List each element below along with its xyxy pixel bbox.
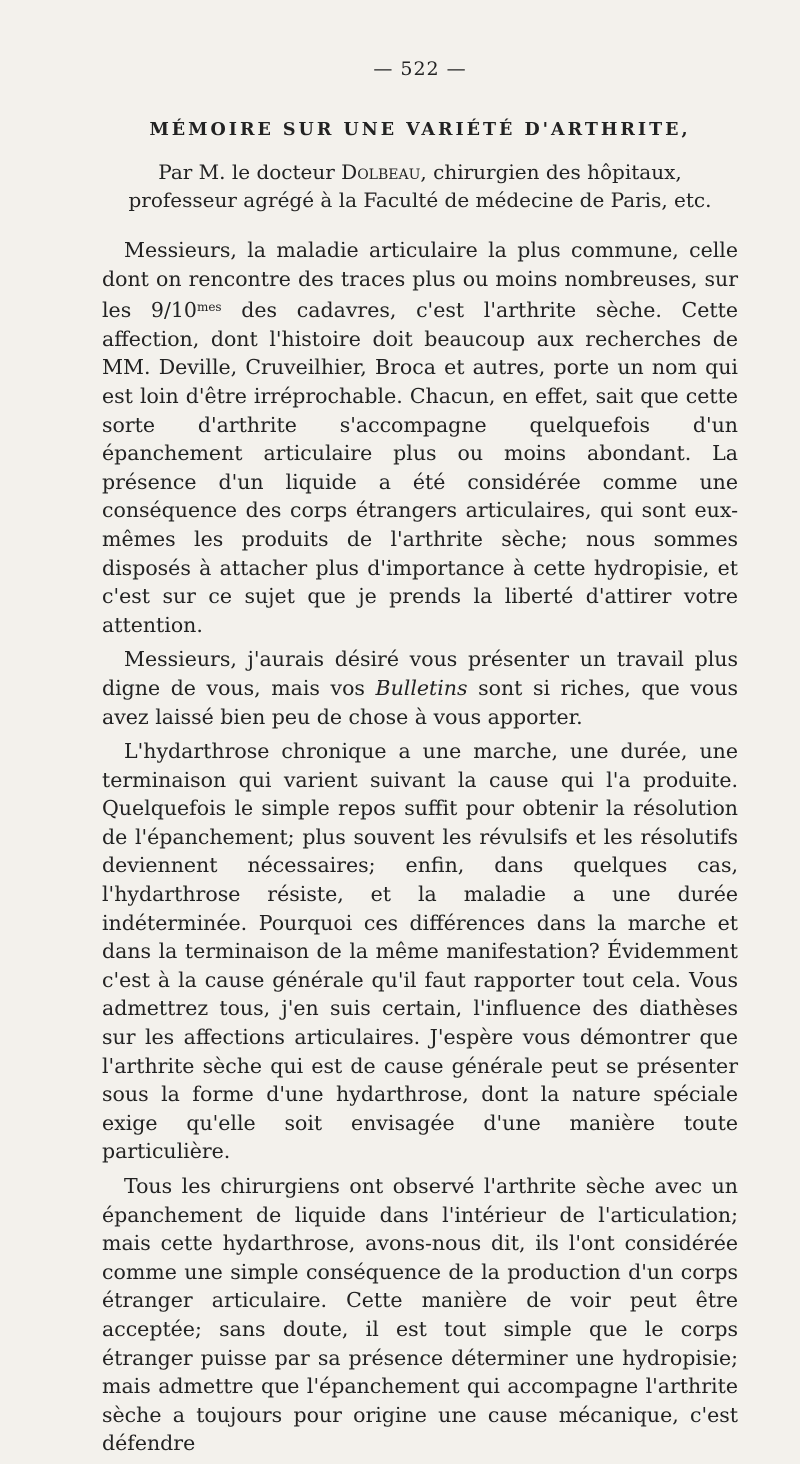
paragraph-2-italic: Bulletins — [375, 675, 468, 700]
paragraph-4: Tous les chirurgiens ont observé l'arthrite sèche avec un épanchement de liquide dans l'intérieur de l'articulation; mais cette hydarthrose, avons-nous dit, ils l'ont considérée comme une simple conséquence de la production d'un corps étranger articulaire. Cette manière de voir peut être acceptée; sans doute, il est tout simple que le corps étranger puisse par sa présence déterminer une hydropisie; mais admettre que l'épanchement qui accompagne l'arthrite sèche a toujours pour origine une cause mécanique, c'est défendre — [102, 1174, 738, 1456]
byline-prefix: Par M. le docteur — [158, 160, 335, 184]
paragraph-3: L'hydarthrose chronique a une marche, une durée, une terminaison qui varient suivant la cause qui l'a produite. Quelquefois le simple repos suffit pour obtenir la résolution de l'épanchement; plus souvent les révulsifs et les résolutifs deviennent nécessaires; enfin, dans quelques cas, l'hydarthrose résiste, et la maladie a une durée indéterminée. Pourquoi ces différences dans la marche et dans la terminaison de la même manifestation? Évidemment c'est à la cause générale qu'il faut rapporter tout cela. Vous admettrez tous, j'en suis certain, l'influence des diathèses sur les affections articulaires. J'espère vous démontrer que l'arthrite sèche qui est de cause générale peut se présenter sous la forme d'une hydarthrose, dont la nature spéciale exige qu'elle soit envisagée d'une manière toute particulière. — [102, 739, 738, 1164]
article-title: MÉMOIRE SUR UNE VARIÉTÉ D'ARTHRITE, — [149, 120, 691, 140]
book-page — [102, 58, 738, 1464]
paragraph-2-part-a: Messieurs, j'aurais désiré vous présenter un travail plus digne de vous, mais vos — [102, 647, 738, 700]
paragraph-1-part-a: Messieurs, la maladie articulaire la plus commune, celle dont on rencontre des traces plus ou moins nombreuses, sur les 9/10 — [102, 238, 738, 323]
byline-author: Dolbeau — [341, 160, 421, 184]
paragraph-2-part-b: sont si riches, que vous avez laissé bien peu de chose à vous apporter. — [102, 675, 738, 729]
paragraph-1-part-b: des cadavres, c'est l'arthrite sèche. Cette affection, dont l'histoire doit beaucoup aux recherches de MM. Deville, Cruveilhier, Broca et autres, porte un nom qui est loin d'être irréprochable. Chacun, en effet, sait que cette sorte d'arthrite s'accompagne quelquefois d'un épanchement articulaire plus ou moins abondant. La présence d'un liquide a été considérée comme une conséquence des corps étrangers articulaires, qui sont eux-mêmes les produits de l'arthrite sèche; nous sommes disposés à attacher plus d'importance à cette hydropisie, et c'est sur ce sujet que je prends la liberté d'attirer votre attention. — [102, 298, 738, 637]
byline — [102, 158, 738, 214]
paragraph-2 — [102, 645, 738, 731]
page-number: — 522 — — [373, 58, 467, 80]
paragraph-1 — [102, 236, 738, 639]
paragraph-1-superscript: mes — [196, 300, 222, 315]
byline-rest: , chirurgien des hôpitaux, professeur agrégé à la Faculté de médecine de Paris, etc. — [128, 160, 712, 212]
